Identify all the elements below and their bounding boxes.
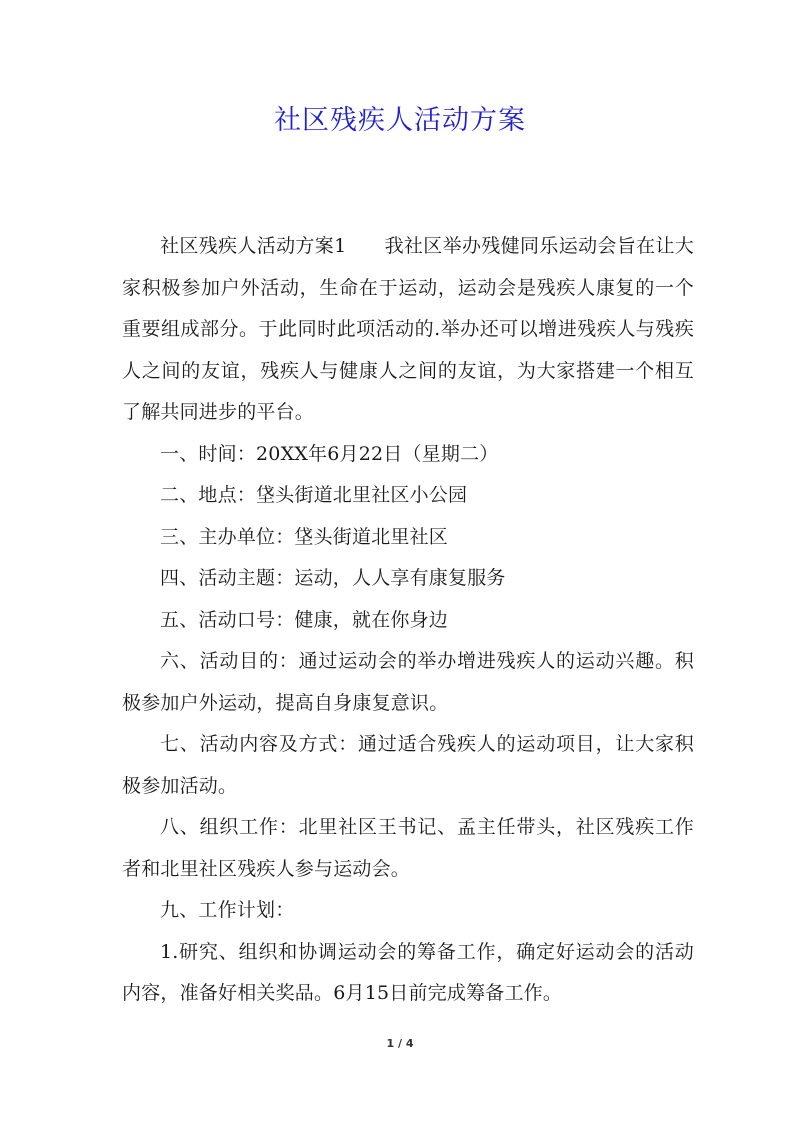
item-time: 一、时间：20XX年6月22日（星期二）	[160, 442, 499, 465]
intro-text: 我社区举办残健同乐运动会旨在让大家积极参加户外活动，生命在于运动，运动会是残疾人康复的一个重要组成部分。于此同时此项活动的.举办还可以增进残疾人与残疾人之间的友谊，残疾人与健康人之间的友谊，为大家搭建一个相互了解共同进步的平台。	[122, 235, 695, 423]
item-work-plan: 九、工作计划：	[160, 899, 295, 921]
item-content: 七、活动内容及方式：通过适合残疾人的运动项目，让大家积极参加活动。	[122, 733, 694, 797]
item-theme: 四、活动主题：运动，人人享有康复服务	[160, 567, 506, 589]
intro-paragraph	[122, 226, 694, 434]
item-slogan: 五、活动口号：健康，就在你身边	[160, 608, 449, 631]
item-purpose: 六、活动目的：通过运动会的举办增进残疾人的运动兴趣。积极参加户外运动，提高自身康复意识。	[122, 650, 694, 714]
item-organizer: 三、主办单位：垡头街道北里社区	[160, 525, 449, 548]
document-body	[122, 226, 694, 1015]
document-title: 社区残疾人活动方案	[274, 105, 526, 136]
intro-heading: 社区残疾人活动方案1	[160, 235, 347, 257]
item-plan-step-1: 1.研究、组织和协调运动会的筹备工作，确定好运动会的活动内容，准备好相关奖品。6月15日前完成筹备工作。	[122, 940, 694, 1004]
item-location: 二、地点：垡头街道北里社区小公园	[160, 484, 468, 506]
page-number: 1 / 4	[386, 1037, 414, 1050]
item-organization: 八、组织工作：北里社区王书记、孟主任带头，社区残疾工作者和北里社区残疾人参与运动会。	[122, 816, 694, 880]
